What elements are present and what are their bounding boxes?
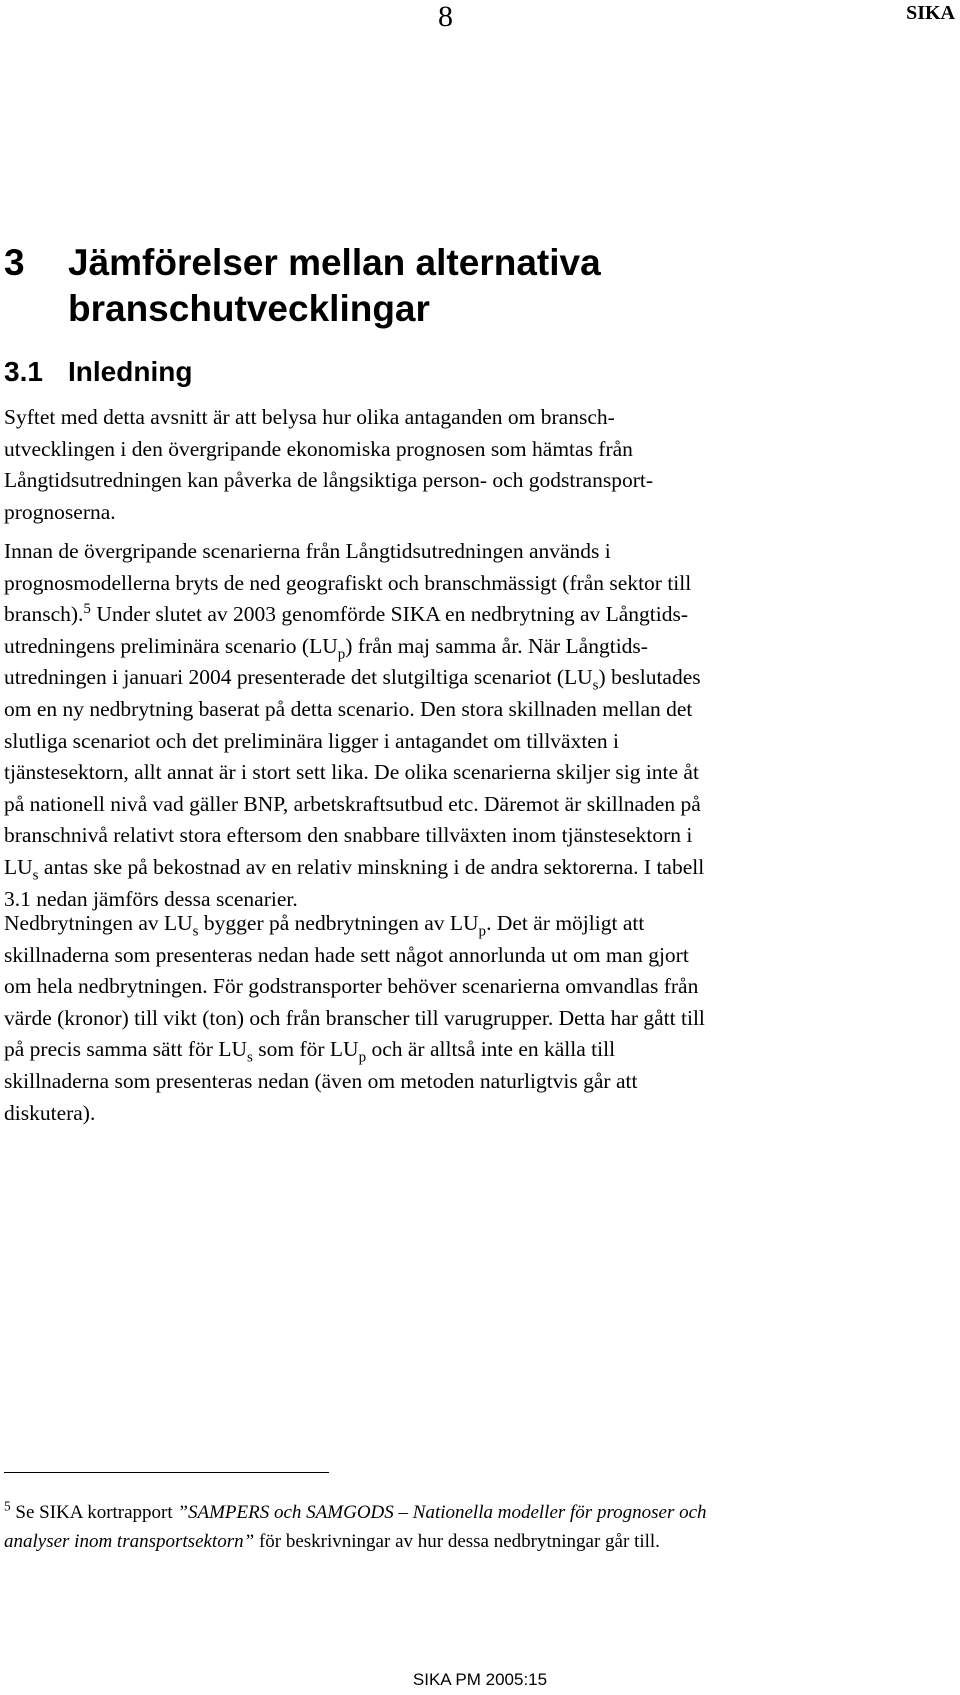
text-run: antas ske på bekostnad av en relativ minskning i de andra sektorerna. I tabell: [38, 854, 705, 879]
text-line: om hela nedbrytningen. För godstransporter behöver scenarierna omvandlas från: [4, 974, 699, 999]
text-line: Syftet med detta avsnitt är att belysa hur olika antaganden om bransch-: [4, 405, 615, 429]
footnote-mark: 5: [4, 1498, 11, 1514]
text-line: på nationell nivå vad gäller BNP, arbetskraftsutbud etc. Däremot är skillnaden på: [4, 791, 701, 816]
text-line: skillnaderna som presenteras nedan (även om metoden naturligtvis går att: [4, 1068, 638, 1093]
text-line: prognoserna.: [4, 499, 116, 524]
text-run: på precis samma sätt för LU: [4, 1037, 247, 1062]
text-line: Innan de övergripande scenarierna från Långtidsutredningen används i: [4, 539, 611, 563]
text-line: prognosmodellerna bryts de ned geografiskt och branschmässigt (från sektor till: [4, 570, 692, 595]
subscript: p: [478, 923, 487, 940]
text-line: [4, 662, 904, 694]
text-run: som för LU: [252, 1037, 359, 1062]
text-run: Nedbrytningen av LU: [4, 911, 193, 935]
text-line: utvecklingen i den övergripande ekonomiska prognosen som hämtas från: [4, 436, 633, 461]
footnote: [4, 1498, 954, 1556]
text-line: [4, 599, 904, 631]
chapter-title-line: Jämförelser mellan alternativa: [68, 242, 601, 283]
text-run: bransch).: [4, 602, 84, 627]
report-title: analyser inom transportsektorn”: [4, 1531, 255, 1552]
text-run: LU: [4, 854, 33, 879]
header-org: SIKA: [906, 2, 955, 24]
text-run: . Det är möjligt att: [486, 911, 645, 935]
text-line: [4, 908, 904, 940]
subscript: s: [192, 923, 199, 940]
footnote-line: [4, 1527, 954, 1556]
text-line: skillnaderna som presenteras nedan hade sett något annorlunda ut om man gjort: [4, 942, 689, 967]
footnote-reference[interactable]: 5: [83, 601, 91, 618]
text-line: diskutera).: [4, 1100, 96, 1125]
text-run: utredningen i januari 2004 presenterade det slutgiltiga scenariot (LU: [4, 665, 593, 690]
chapter-title-line: branschutvecklingar: [68, 288, 430, 329]
paragraph-1: [4, 402, 904, 528]
footnote-divider: [4, 1472, 329, 1473]
chapter-number: 3: [4, 242, 25, 283]
subscript: s: [592, 677, 599, 694]
text-line: Långtidsutredningen kan påverka de långsiktiga person- och godstransport-: [4, 468, 653, 493]
section-number: 3.1: [4, 356, 43, 387]
paragraph-3: [4, 908, 904, 1129]
text-run: utredningens preliminära scenario (LU: [4, 633, 338, 658]
page-footer: SIKA PM 2005:15: [412, 1670, 548, 1689]
subscript: s: [32, 867, 39, 884]
text-line: tjänstesektorn, allt annat är i stort sett lika. De olika scenarierna skiljer sig inte åt: [4, 760, 699, 785]
text-run: för beskrivningar av hur dessa nedbrytningar går till.: [254, 1531, 660, 1552]
text-line: [4, 631, 904, 663]
report-title: ”SAMPERS och SAMGODS – Nationella modeller för prognoser och: [177, 1502, 707, 1523]
text-run: Se SIKA kortrapport: [10, 1502, 178, 1523]
text-line: värde (kronor) till vikt (ton) och från branscher till varugrupper. Detta har gått till: [4, 1005, 705, 1030]
subscript: s: [247, 1049, 253, 1066]
text-line: [4, 1034, 904, 1066]
footnote-line: [4, 1498, 954, 1527]
subscript: p: [337, 646, 346, 663]
text-run: ) beslutades: [598, 665, 701, 690]
text-run: ) från maj samma år. När Långtids-: [345, 633, 648, 658]
section-title: Inledning: [68, 356, 193, 387]
text-run: och är alltså inte en källa till: [366, 1037, 616, 1062]
text-line: [4, 852, 904, 884]
subscript: p: [358, 1049, 367, 1066]
text-line: 3.1 nedan jämförs dessa scenarier.: [4, 886, 298, 911]
text-run: Under slutet av 2003 genomförde SIKA en nedbrytning av Långtids-: [90, 602, 689, 627]
text-line: branschnivå relativt stora eftersom den snabbare tillväxten inom tjänstesektorn i: [4, 823, 693, 848]
paragraph-2: [4, 536, 904, 915]
page-number: 8: [438, 0, 453, 33]
chapter-title: [68, 240, 768, 332]
text-line: slutliga scenariot och det preliminära ligger i antagandet om tillväxten i: [4, 728, 619, 753]
text-line: om en ny nedbrytning baserat på detta scenario. Den stora skillnaden mellan det: [4, 696, 693, 721]
text-run: bygger på nedbrytningen av LU: [198, 911, 479, 935]
